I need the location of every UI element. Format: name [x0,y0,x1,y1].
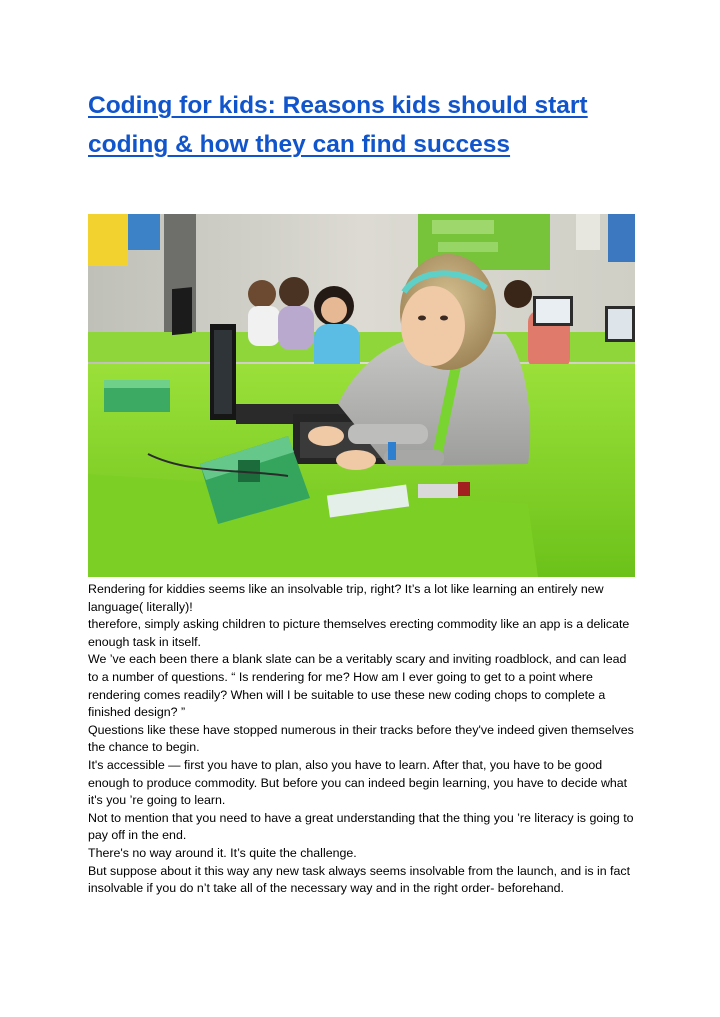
paragraph: therefore, simply asking children to picture themselves erecting commodity like an app is a delicate enough task in itself. [88,617,630,649]
kids-coding-photo-icon [88,214,635,577]
paragraph: Rendering for kiddies seems like an insolvable trip, right? It’s a lot like learning an entirely new language( literally)! [88,582,604,614]
paragraph: It's accessible — first you have to plan, also you have to learn. After that, you have to be good enough to produce commodity. But before you can indeed begin learning, you have to decide what it's you ’re going to learn. [88,757,628,808]
article-title-link[interactable]: Coding for kids: Reasons kids should start coding & how they can find success [88,92,588,158]
paragraph: But suppose about it this way any new task always seems insolvable from the launch, and is in fact insolvable if you do n’t take all of the necessary way and in the right order- beforehand. [88,863,631,896]
paragraph: We ’ve each been there a blank slate can be a veritably scary and inviting roadblock, and can lead to a number of questions. “ Is rendering for me? How am I ever going to get to a point where rendering comes readily? When will I be suitable to use these new coding chops to complete a finished design? ” [88,652,627,720]
document-page [88,86,636,896]
article-photo [88,214,635,577]
article-title[interactable] [88,86,636,164]
paragraph: Questions like these have stopped numerous in their tracks before they've indeed given themselves the chance to begin. [88,722,634,755]
article-body [88,581,636,898]
paragraph: Not to mention that you need to have a great understanding that the thing you ’re literacy is going to pay off in the end. [88,810,634,843]
paragraph: There's no way around it. It’s quite the challenge. [88,845,357,860]
